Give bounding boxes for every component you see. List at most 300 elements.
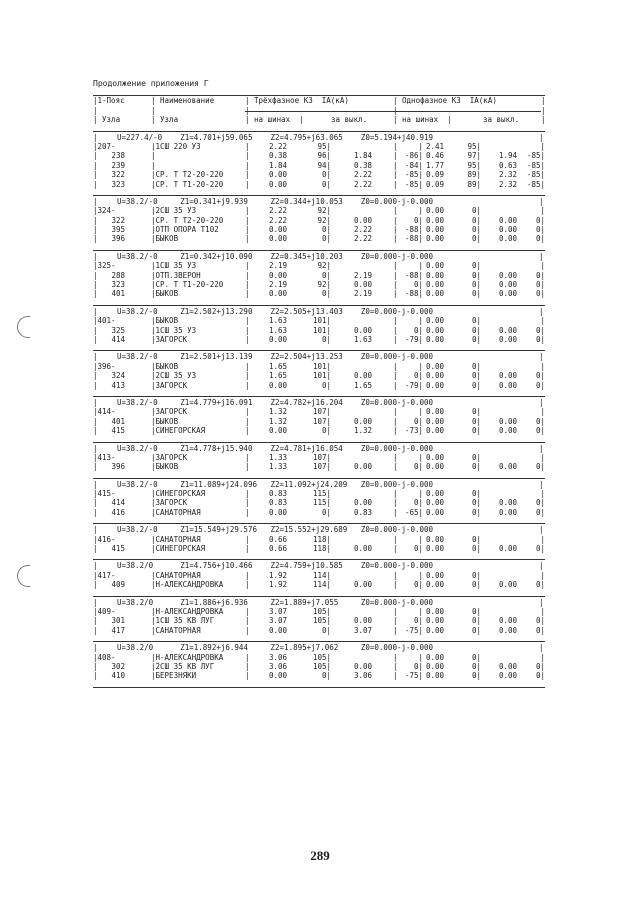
single-phase-bus-current: 0.00 xyxy=(425,570,444,580)
three-phase-bus-angle: 114| xyxy=(312,570,331,580)
block-params: U=38.2/-0 Z1=11.089+j24.096 Z2=11.092+j24.209 Z0=0.000-j-0.000 xyxy=(117,479,434,489)
row-border: | xyxy=(93,462,98,472)
col-divider: | xyxy=(393,335,398,344)
three-phase-breaker-current: 2.19 xyxy=(353,270,372,280)
col-divider: | xyxy=(245,652,250,662)
single-phase-bus-current: 0.00 xyxy=(425,225,444,235)
three-phase-breaker-current: 3.06 xyxy=(353,671,372,681)
three-phase-breaker-angle: | xyxy=(418,316,423,326)
three-phase-bus-current: 2.22 xyxy=(268,141,287,151)
block-params-row xyxy=(93,352,545,361)
node-id: |416- xyxy=(93,534,116,544)
header-cell: | Трёхфазное КЗ IA(кА) xyxy=(245,96,349,106)
single-phase-breaker-angle: | xyxy=(540,570,545,580)
table-row xyxy=(93,316,545,325)
row-border: | xyxy=(93,443,98,453)
three-phase-bus-current: 0.83 xyxy=(268,498,287,508)
node-name: | xyxy=(151,160,156,170)
node-id: |325- xyxy=(93,261,116,271)
three-phase-breaker-angle: 0| xyxy=(413,371,423,381)
single-phase-breaker-current: 0.00 xyxy=(498,671,517,681)
row-border: | xyxy=(93,643,98,653)
single-phase-bus-current: 0.00 xyxy=(425,671,444,681)
col-divider: | xyxy=(393,151,398,161)
single-phase-bus-current: 0.00 xyxy=(425,280,444,290)
single-phase-bus-angle: 0| xyxy=(471,544,481,554)
three-phase-bus-current: 1.33 xyxy=(268,462,287,472)
node-id: |417- xyxy=(93,570,116,580)
table-row xyxy=(93,206,545,215)
row-border: | xyxy=(93,306,98,316)
three-phase-bus-current: 0.66 xyxy=(268,544,287,554)
col-divider: | xyxy=(393,489,398,499)
table-row xyxy=(93,671,545,680)
node-id: |324- xyxy=(93,206,116,216)
single-phase-bus-current: 0.00 xyxy=(425,452,444,462)
three-phase-breaker-angle: -88| xyxy=(404,225,423,235)
node-name: |БЫКОВ xyxy=(151,462,179,472)
three-phase-bus-angle: 0| xyxy=(321,507,331,517)
three-phase-breaker-angle: 0| xyxy=(413,325,423,335)
row-border: | xyxy=(93,225,98,235)
table-row xyxy=(93,326,545,335)
single-phase-bus-angle: 0| xyxy=(471,616,481,626)
block-params: U=38.2/-0 Z1=0.342+j10.090 Z2=0.345+j10.203 Z0=0.000-j-0.000 xyxy=(117,251,434,261)
single-phase-bus-angle: 0| xyxy=(471,652,481,662)
single-phase-bus-current: 0.00 xyxy=(425,652,444,662)
single-phase-bus-angle: 0| xyxy=(471,452,481,462)
single-phase-bus-angle: 0| xyxy=(471,206,481,216)
node-id: 401 xyxy=(111,289,125,299)
node-id: |415- xyxy=(93,489,116,499)
block-params: U=38.2/-0 Z1=4.779+j16.091 Z2=4.782+j16.204 Z0=0.000-j-0.000 xyxy=(117,397,434,407)
single-phase-breaker-current: 0.00 xyxy=(498,661,517,671)
single-phase-bus-angle: 97| xyxy=(467,151,481,161)
node-block xyxy=(93,559,545,591)
three-phase-breaker-current: 1.84 xyxy=(353,151,372,161)
node-name: |БЫКОВ xyxy=(151,289,179,299)
single-phase-bus-angle: 0| xyxy=(471,325,481,335)
three-phase-bus-angle: 107| xyxy=(312,462,331,472)
node-name: |ЗАГОРСК xyxy=(151,452,188,462)
node-id: 323 xyxy=(111,179,125,189)
node-id: 401 xyxy=(111,416,125,426)
single-phase-breaker-current: 0.00 xyxy=(498,616,517,626)
punch-hole-mark xyxy=(17,316,30,338)
three-phase-breaker-current: 1.63 xyxy=(353,335,372,344)
block-params-row xyxy=(93,561,545,570)
single-phase-bus-current: 0.00 xyxy=(425,489,444,499)
three-phase-breaker-current: 0.00 xyxy=(353,215,372,225)
col-divider: | xyxy=(245,570,250,580)
single-phase-breaker-angle: 0| xyxy=(535,671,545,681)
single-phase-bus-current: 0.00 xyxy=(425,616,444,626)
three-phase-breaker-current: 0.00 xyxy=(353,544,372,554)
row-border: | xyxy=(93,416,98,426)
node-block xyxy=(93,442,545,474)
col-divider: | xyxy=(245,225,250,235)
row-border: | xyxy=(539,643,544,653)
node-name: |ЗАГОРСК xyxy=(151,498,188,508)
three-phase-breaker-angle: | xyxy=(418,652,423,662)
node-id: 239 xyxy=(111,160,125,170)
three-phase-bus-angle: 115| xyxy=(312,498,331,508)
row-border: | xyxy=(93,671,98,681)
single-phase-bus-angle: 0| xyxy=(471,335,481,344)
three-phase-bus-angle: 96| xyxy=(317,151,331,161)
col-divider: | xyxy=(245,416,250,426)
col-divider: | xyxy=(393,671,398,681)
three-phase-breaker-angle: | xyxy=(418,361,423,371)
single-phase-bus-angle: 0| xyxy=(471,380,481,390)
node-id: 415 xyxy=(111,426,125,436)
block-params-row xyxy=(93,398,545,407)
three-phase-bus-current: 1.84 xyxy=(268,160,287,170)
node-id: |409- xyxy=(93,606,116,616)
col-divider: | xyxy=(393,625,398,635)
block-params: U=38.2/-0 Z1=15.549+j29.576 Z2=15.552+j29.689 Z0=0.000-j-0.000 xyxy=(117,525,434,535)
col-divider: | xyxy=(245,270,250,280)
single-phase-breaker-current: 0.00 xyxy=(498,380,517,390)
three-phase-breaker-angle: -85| xyxy=(404,170,423,180)
col-divider: | xyxy=(245,580,250,590)
three-phase-bus-angle: 92| xyxy=(317,215,331,225)
page-title: Продолжение приложения Г xyxy=(93,79,209,88)
row-border: | xyxy=(93,561,98,571)
col-divider: | xyxy=(245,380,250,390)
row-border: | xyxy=(93,151,98,161)
single-phase-breaker-angle: -85| xyxy=(526,151,545,161)
single-phase-bus-angle: 0| xyxy=(471,489,481,499)
three-phase-bus-angle: 101| xyxy=(312,325,331,335)
col-divider: | xyxy=(393,507,398,517)
table-row xyxy=(93,535,545,544)
single-phase-bus-angle: 0| xyxy=(471,426,481,436)
single-phase-bus-angle: 0| xyxy=(471,225,481,235)
three-phase-bus-current: 3.06 xyxy=(268,661,287,671)
table-row xyxy=(93,234,545,243)
row-border: | xyxy=(93,498,98,508)
node-id: 396 xyxy=(111,462,125,472)
single-phase-bus-angle: 89| xyxy=(467,170,481,180)
single-phase-bus-angle: 0| xyxy=(471,316,481,326)
col-divider: | xyxy=(393,498,398,508)
single-phase-breaker-angle: 0| xyxy=(535,380,545,390)
three-phase-bus-angle: 0| xyxy=(321,270,331,280)
col-divider: | xyxy=(393,380,398,390)
three-phase-bus-angle: 0| xyxy=(321,234,331,244)
table-row xyxy=(93,289,545,298)
three-phase-bus-current: 0.00 xyxy=(268,625,287,635)
three-phase-bus-angle: 101| xyxy=(312,371,331,381)
single-phase-breaker-current: 0.00 xyxy=(498,270,517,280)
table-row xyxy=(93,607,545,616)
row-border: | xyxy=(93,170,98,180)
row-border: | xyxy=(93,479,98,489)
three-phase-breaker-current: 0.00 xyxy=(353,416,372,426)
single-phase-bus-current: 1.77 xyxy=(425,160,444,170)
col-divider: | xyxy=(393,361,398,371)
three-phase-breaker-current: 0.00 xyxy=(353,371,372,381)
row-border: | xyxy=(93,335,98,344)
single-phase-breaker-angle: -85| xyxy=(526,179,545,189)
single-phase-bus-current: 0.00 xyxy=(425,361,444,371)
col-divider: | xyxy=(393,371,398,381)
three-phase-breaker-angle: -88| xyxy=(404,234,423,244)
three-phase-breaker-current: 2.19 xyxy=(353,289,372,299)
table-row xyxy=(93,544,545,553)
three-phase-bus-angle: 94| xyxy=(317,160,331,170)
row-border: | xyxy=(539,525,544,535)
table-row xyxy=(93,225,545,234)
single-phase-bus-angle: 0| xyxy=(471,625,481,635)
single-phase-bus-current: 0.00 xyxy=(425,661,444,671)
single-phase-bus-angle: 0| xyxy=(471,534,481,544)
col-divider: | xyxy=(393,534,398,544)
row-border: | xyxy=(539,306,544,316)
table-row xyxy=(93,616,545,625)
three-phase-bus-current: 0.38 xyxy=(268,151,287,161)
table-bottom-rule xyxy=(93,687,545,688)
header-line-3 xyxy=(93,115,545,124)
col-divider: | xyxy=(245,507,250,517)
header-line-1 xyxy=(93,96,545,105)
col-divider: | xyxy=(245,141,250,151)
node-name: |2СШ 35 УЗ xyxy=(151,206,197,216)
node-id: 396 xyxy=(111,234,125,244)
row-border: | xyxy=(93,397,98,407)
three-phase-breaker-angle: -75| xyxy=(404,625,423,635)
three-phase-bus-current: 0.00 xyxy=(268,234,287,244)
header-cell: | Наименование xyxy=(151,96,215,106)
col-divider: | xyxy=(393,544,398,554)
node-name: |1СШ 35 УЗ xyxy=(151,325,197,335)
header-cell: |1-Пояс xyxy=(93,96,125,106)
block-params-row xyxy=(93,252,545,261)
three-phase-bus-angle: 105| xyxy=(312,616,331,626)
single-phase-bus-current: 0.09 xyxy=(425,179,444,189)
three-phase-breaker-angle: | xyxy=(418,534,423,544)
single-phase-bus-current: 0.00 xyxy=(425,534,444,544)
col-divider: | xyxy=(245,544,250,554)
single-phase-bus-angle: 0| xyxy=(471,416,481,426)
col-divider: | xyxy=(245,606,250,616)
single-phase-breaker-angle: 0| xyxy=(535,625,545,635)
node-name: |СИНЕГОРСКАЯ xyxy=(151,489,206,499)
col-divider: | xyxy=(393,606,398,616)
single-phase-bus-angle: 0| xyxy=(471,570,481,580)
col-divider: | xyxy=(393,462,398,472)
node-block xyxy=(93,396,545,438)
node-name: |САНАТОРНАЯ xyxy=(151,507,201,517)
three-phase-breaker-current: 2.22 xyxy=(353,179,372,189)
three-phase-breaker-angle: 0| xyxy=(413,661,423,671)
header-subdivider xyxy=(245,111,541,112)
single-phase-breaker-angle: 0| xyxy=(535,335,545,344)
single-phase-breaker-current: 0.00 xyxy=(498,225,517,235)
node-id: 322 xyxy=(111,170,125,180)
single-phase-breaker-angle: 0| xyxy=(535,544,545,554)
single-phase-bus-current: 0.00 xyxy=(425,625,444,635)
three-phase-breaker-angle: 0| xyxy=(413,580,423,590)
node-name: |САНАТОРНАЯ xyxy=(151,570,201,580)
node-id: 325 xyxy=(111,325,125,335)
three-phase-bus-current: 3.06 xyxy=(268,652,287,662)
header-cell: | xyxy=(245,105,250,115)
single-phase-bus-angle: 89| xyxy=(467,179,481,189)
single-phase-bus-angle: 0| xyxy=(471,606,481,616)
single-phase-breaker-current: 0.00 xyxy=(498,280,517,290)
row-border: | xyxy=(93,215,98,225)
three-phase-bus-angle: 95| xyxy=(317,141,331,151)
row-border: | xyxy=(93,544,98,554)
node-id: 417 xyxy=(111,625,125,635)
node-id: 324 xyxy=(111,371,125,381)
node-block xyxy=(93,305,545,347)
single-phase-breaker-angle: | xyxy=(540,534,545,544)
single-phase-breaker-angle: 0| xyxy=(535,289,545,299)
single-phase-bus-current: 0.00 xyxy=(425,407,444,417)
col-divider: | xyxy=(245,316,250,326)
single-phase-bus-angle: 95| xyxy=(467,141,481,151)
col-divider: | xyxy=(393,179,398,189)
col-divider: | xyxy=(393,416,398,426)
table-row xyxy=(93,170,545,179)
single-phase-breaker-angle: 0| xyxy=(535,280,545,290)
row-border: | xyxy=(539,251,544,261)
col-divider: | xyxy=(393,234,398,244)
punch-hole-mark xyxy=(17,565,30,587)
three-phase-breaker-angle: -88| xyxy=(404,270,423,280)
single-phase-bus-current: 0.00 xyxy=(425,289,444,299)
node-name: |СР. Т Т2-20-220 xyxy=(151,170,224,180)
three-phase-bus-angle: 92| xyxy=(317,280,331,290)
three-phase-breaker-current: 2.22 xyxy=(353,170,372,180)
single-phase-breaker-current: 0.00 xyxy=(498,498,517,508)
single-phase-bus-angle: 0| xyxy=(471,215,481,225)
row-border: | xyxy=(93,371,98,381)
node-name: |ЗАГОРСК xyxy=(151,407,188,417)
single-phase-bus-angle: 0| xyxy=(471,234,481,244)
row-border: | xyxy=(93,280,98,290)
single-phase-breaker-angle: | xyxy=(540,652,545,662)
three-phase-breaker-current: 1.65 xyxy=(353,380,372,390)
single-phase-bus-current: 0.00 xyxy=(425,498,444,508)
header-cell: за выкл. xyxy=(331,115,368,125)
col-divider: | xyxy=(393,206,398,216)
single-phase-bus-current: 0.00 xyxy=(425,325,444,335)
results-table xyxy=(93,131,545,683)
col-divider: | xyxy=(245,616,250,626)
single-phase-breaker-angle: 0| xyxy=(535,270,545,280)
table-row xyxy=(93,180,545,189)
table-row xyxy=(93,161,545,170)
three-phase-breaker-current: 2.22 xyxy=(353,225,372,235)
single-phase-bus-angle: 0| xyxy=(471,371,481,381)
table-row xyxy=(93,489,545,498)
node-id: 409 xyxy=(111,580,125,590)
single-phase-breaker-angle: 0| xyxy=(535,225,545,235)
three-phase-bus-angle: 0| xyxy=(321,380,331,390)
block-params: U=227.4/-0 Z1=4.701+j59.065 Z2=4.795+j63.065 Z0=5.194+j40.919 xyxy=(117,132,434,142)
three-phase-breaker-angle: 0| xyxy=(413,616,423,626)
col-divider: | xyxy=(393,580,398,590)
row-border: | xyxy=(93,160,98,170)
single-phase-bus-angle: 0| xyxy=(471,261,481,271)
single-phase-breaker-angle: 0| xyxy=(535,371,545,381)
single-phase-bus-angle: 0| xyxy=(471,280,481,290)
three-phase-bus-angle: 0| xyxy=(321,671,331,681)
table-row xyxy=(93,271,545,280)
three-phase-breaker-current: 0.38 xyxy=(353,160,372,170)
col-divider: | xyxy=(245,179,250,189)
col-divider: | xyxy=(245,625,250,635)
three-phase-bus-current: 1.33 xyxy=(268,452,287,462)
header-cell: за выкл. xyxy=(483,115,520,125)
col-divider: | xyxy=(393,280,398,290)
node-block xyxy=(93,596,545,638)
single-phase-breaker-angle: 0| xyxy=(535,426,545,436)
three-phase-bus-current: 1.92 xyxy=(268,580,287,590)
col-divider: | xyxy=(393,616,398,626)
three-phase-bus-current: 1.63 xyxy=(268,316,287,326)
three-phase-bus-angle: 0| xyxy=(321,625,331,635)
col-divider: | xyxy=(393,652,398,662)
col-divider: | xyxy=(393,270,398,280)
single-phase-breaker-angle: | xyxy=(540,606,545,616)
three-phase-breaker-current: 0.00 xyxy=(353,616,372,626)
block-params: U=38.2/0 Z1=4.756+j10.466 Z2=4.759+j10.585 Z0=0.000-j-0.000 xyxy=(117,561,434,571)
node-id: 288 xyxy=(111,270,125,280)
three-phase-bus-angle: 107| xyxy=(312,407,331,417)
three-phase-breaker-current: 0.83 xyxy=(353,507,372,517)
single-phase-breaker-current: 0.00 xyxy=(498,325,517,335)
col-divider: | xyxy=(245,215,250,225)
node-name: |Н-АЛЕКСАНДРОВКА xyxy=(151,580,224,590)
col-divider: | xyxy=(245,151,250,161)
node-name: |ЗАГОРСК xyxy=(151,380,188,390)
node-id: 414 xyxy=(111,498,125,508)
header-cell: | на шинах | xyxy=(245,115,304,125)
node-id: |401- xyxy=(93,316,116,326)
node-name: |Н-АЛЕКСАНДРОВКА xyxy=(151,606,224,616)
table-row xyxy=(93,580,545,589)
col-divider: | xyxy=(393,325,398,335)
node-name: |БЫКОВ xyxy=(151,316,179,326)
block-params: U=38.2/-0 Z1=0.341+j9.939 Z2=0.344+j10.053 Z0=0.000-j-0.000 xyxy=(117,196,434,206)
three-phase-bus-current: 1.92 xyxy=(268,570,287,580)
single-phase-bus-current: 0.00 xyxy=(425,606,444,616)
single-phase-breaker-current: 0.00 xyxy=(498,544,517,554)
three-phase-breaker-angle: | xyxy=(418,489,423,499)
col-divider: | xyxy=(245,671,250,681)
single-phase-bus-current: 0.00 xyxy=(425,270,444,280)
header-cell: | Узла xyxy=(151,115,179,125)
node-name: |САНАТОРНАЯ xyxy=(151,625,201,635)
node-name: |2СШ 35 КВ ЛУГ xyxy=(151,661,215,671)
row-border: | xyxy=(539,352,544,362)
single-phase-bus-angle: 0| xyxy=(471,661,481,671)
single-phase-bus-current: 0.00 xyxy=(425,316,444,326)
three-phase-bus-angle: 101| xyxy=(312,316,331,326)
three-phase-bus-current: 0.00 xyxy=(268,380,287,390)
three-phase-breaker-current: 3.07 xyxy=(353,625,372,635)
three-phase-bus-current: 0.00 xyxy=(268,270,287,280)
node-id: |413- xyxy=(93,452,116,462)
col-divider: | xyxy=(245,325,250,335)
single-phase-breaker-angle: 0| xyxy=(535,661,545,671)
single-phase-bus-current: 0.00 xyxy=(425,261,444,271)
